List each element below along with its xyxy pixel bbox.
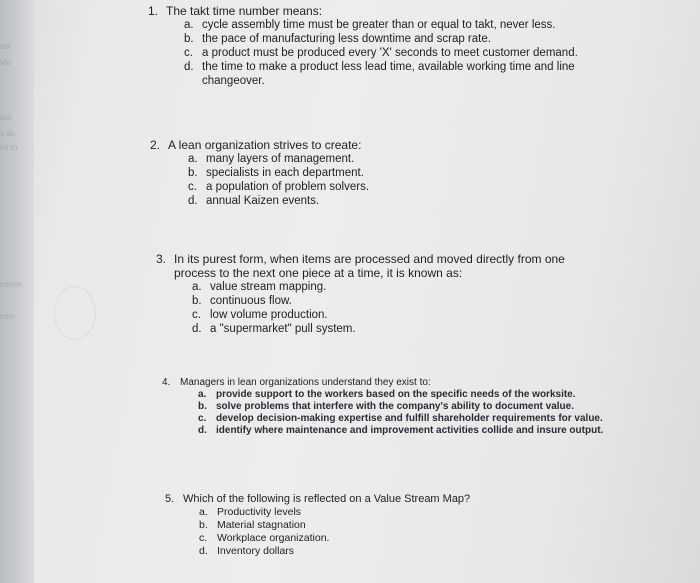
option-letter: b. [198, 401, 207, 412]
option-letter: c. [192, 309, 201, 321]
answer-option[interactable] [188, 180, 588, 194]
option-text: low volume production. [210, 309, 328, 321]
question-text: Which of the following is reflected on a Value Stream Map? [183, 493, 471, 505]
option-text: identify where maintenance and improvement activities collide and insure output. [216, 425, 604, 436]
option-letter: a. [184, 19, 194, 31]
option-letter: d. [198, 425, 207, 436]
answer-option[interactable] [199, 545, 499, 558]
answer-option[interactable] [198, 413, 618, 425]
question-stem [150, 138, 670, 152]
option-text: a product must be produced every 'X' seconds to meet customer demand. [202, 47, 578, 59]
answer-option[interactable] [184, 46, 624, 60]
margin-fragment: Mo [0, 58, 12, 67]
option-letter: a. [199, 506, 208, 518]
option-text: cycle assembly time must be greater than or equal to takt, never less. [202, 19, 556, 31]
option-text: develop decision-making expertise and fulfill shareholder requirements for value. [216, 413, 603, 424]
answer-option[interactable] [199, 532, 499, 545]
answer-option[interactable] [198, 425, 618, 437]
option-letter: b. [199, 519, 208, 531]
answer-option[interactable] [192, 322, 572, 336]
answer-option[interactable] [198, 401, 618, 413]
question-5 [165, 493, 565, 558]
option-text: the pace of manufacturing less downtime and scrap rate. [202, 33, 491, 45]
option-letter: b. [184, 33, 194, 45]
question-text: A lean organization strives to create: [168, 138, 362, 152]
answer-options [198, 389, 618, 437]
answer-option[interactable] [184, 32, 624, 46]
option-text: annual Kaizen events. [206, 195, 320, 207]
margin-fragment: s do [0, 129, 16, 138]
question-text: In its purest form, when items are processed and moved directly from one process to the next one piece at a time, it is known as: [174, 252, 565, 280]
margin-fragment: ns to [0, 143, 18, 152]
option-letter: d. [184, 61, 194, 73]
question-4 [162, 377, 622, 437]
answer-option[interactable] [198, 389, 618, 401]
option-text: Inventory dollars [217, 545, 295, 557]
question-stem [156, 252, 586, 280]
option-text: specialists in each department. [206, 167, 364, 179]
option-text: Workplace organization. [217, 532, 330, 544]
option-letter: a. [192, 281, 202, 293]
option-text: solve problems that interfere with the company's ability to document value. [216, 401, 575, 412]
answer-option[interactable] [192, 280, 572, 294]
option-letter: c. [199, 532, 208, 544]
option-letter: b. [188, 167, 198, 179]
option-letter: a. [198, 389, 207, 400]
answer-options [199, 506, 499, 558]
question-3 [156, 252, 586, 336]
question-text: The takt time number means: [166, 4, 323, 18]
question-number: 4. [162, 377, 171, 388]
question-stem [162, 377, 622, 389]
answer-option[interactable] [192, 308, 572, 322]
option-letter: b. [192, 295, 202, 307]
option-text: the time to make a product less lead time, available working time and line changeover. [202, 61, 575, 87]
question-stem [165, 493, 565, 506]
option-text: many layers of management. [206, 153, 355, 165]
question-stem [148, 4, 668, 18]
option-letter: d. [199, 545, 208, 557]
option-text: a "supermarket" pull system. [210, 323, 356, 335]
option-text: Productivity levels [217, 506, 302, 518]
question-number: 2. [150, 138, 161, 152]
option-text: Material stagnation [217, 519, 306, 531]
ring-binder-hole [54, 286, 96, 340]
answer-options [192, 280, 572, 336]
option-letter: c. [188, 181, 197, 193]
answer-option[interactable] [188, 152, 588, 166]
margin-fragment: comm [0, 280, 22, 289]
question-number: 1. [148, 4, 159, 18]
option-letter: c. [198, 413, 207, 424]
question-text: Managers in lean organizations understand they exist to: [180, 377, 431, 388]
option-text: value stream mapping. [210, 281, 327, 293]
answer-option[interactable] [188, 194, 588, 208]
option-letter: a. [188, 153, 198, 165]
margin-fragment: com [0, 312, 16, 321]
option-letter: c. [184, 47, 193, 59]
option-text: provide support to the workers based on the specific needs of the worksite. [216, 389, 576, 400]
option-letter: d. [192, 323, 202, 335]
answer-options [184, 18, 624, 88]
question-1 [148, 4, 668, 88]
option-letter: d. [188, 195, 198, 207]
margin-fragment: pro [0, 113, 12, 122]
answer-option[interactable] [188, 166, 588, 180]
answer-option[interactable] [192, 294, 572, 308]
option-text: continuous flow. [210, 295, 292, 307]
option-text: a population of problem solvers. [206, 181, 370, 193]
answer-option[interactable] [184, 18, 624, 32]
left-margin-strip [0, 0, 34, 583]
answer-option[interactable] [184, 60, 624, 88]
question-2 [150, 138, 670, 208]
margin-fragment: otx [0, 42, 11, 51]
question-number: 3. [156, 252, 167, 266]
question-number: 5. [165, 493, 175, 505]
answer-option[interactable] [199, 506, 499, 519]
answer-option[interactable] [199, 519, 499, 532]
answer-options [188, 152, 588, 208]
